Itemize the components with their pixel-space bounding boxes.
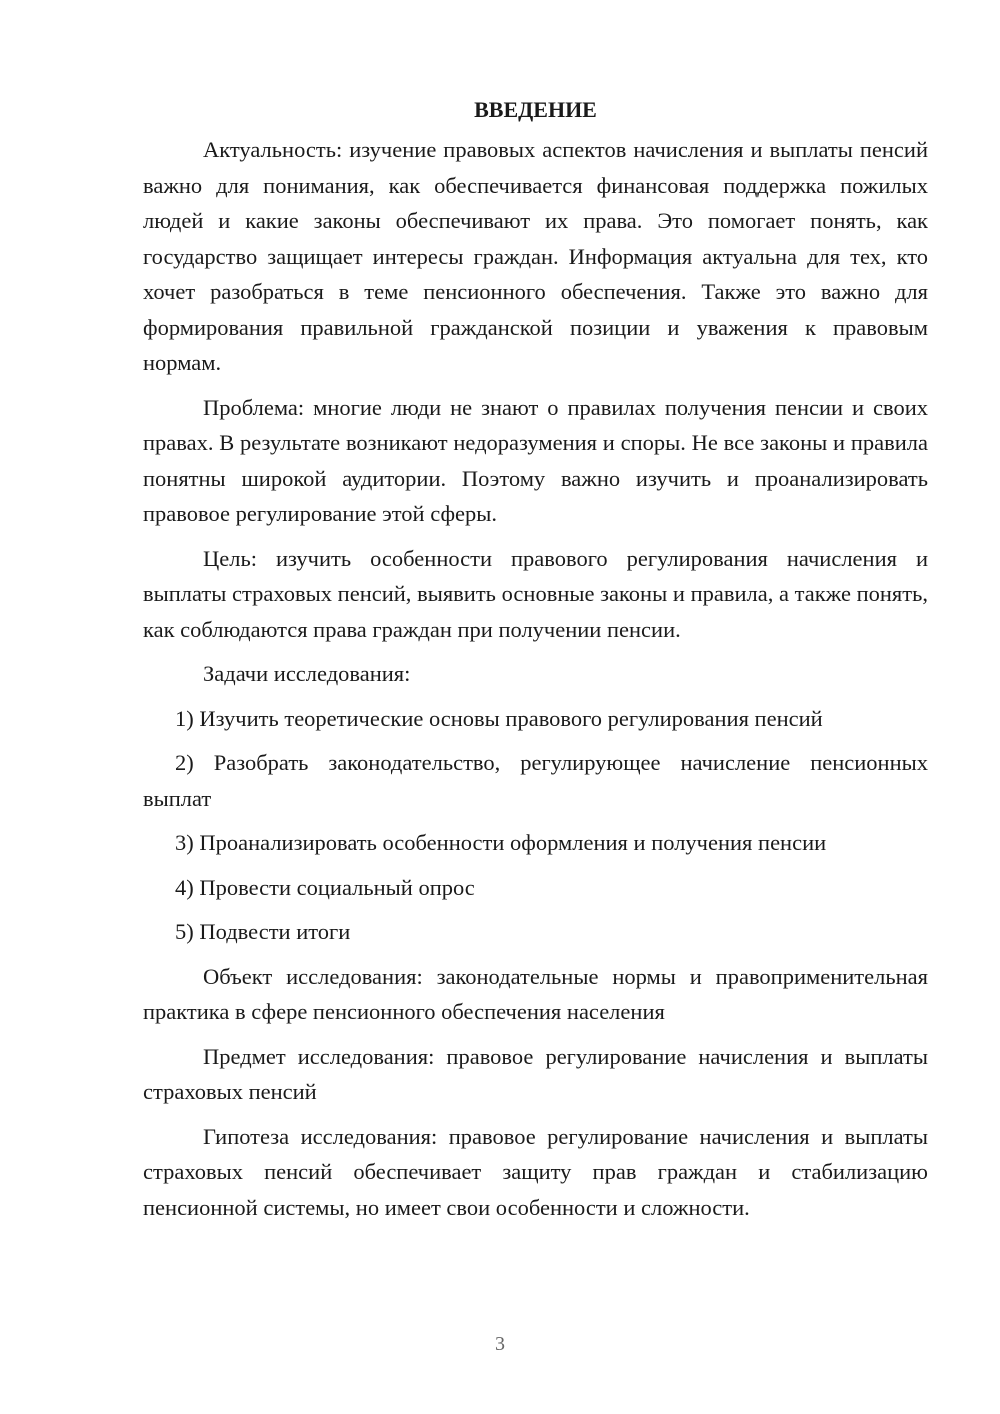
paragraph-subject: Предмет исследования: правовое регулирование начисления и выплаты страховых пенсий [143, 1043, 928, 1104]
paragraph-tasks-heading: Задачи исследования: [203, 661, 411, 686]
page-number: 3 [495, 1333, 505, 1355]
document-page [143, 92, 928, 1225]
task-item-4: 4) Провести социальный опрос [175, 874, 475, 900]
task-item-2: 2) Разобрать законодательство, регулирующее начисление пенсионных выплат [143, 750, 928, 811]
task-item-1: 1) Изучить теоретические основы правового регулирования пенсий [175, 705, 823, 731]
paragraph-goal: Цель: изучить особенности правового регулирования начисления и выплаты страховых пенсий, выявить основные законы и правила, а также понять, как соблюдаются права граждан при получении пенсии. [143, 545, 928, 642]
paragraph-relevance: Актуальность: изучение правовых аспектов начисления и выплаты пенсий важно для понимания, как обеспечивается финансовая поддержка пожилых людей и какие законы обеспечивают их права. Это помогает понять, как государство защищает интересы граждан. Информация актуальна для тех, кто хочет разобраться в теме пенсионного обеспечения. Также это важно для формирования правильной гражданской позиции и уважения к правовым нормам. [143, 137, 928, 375]
task-item-5: 5) Подвести итоги [175, 919, 351, 944]
section-title: ВВЕДЕНИЕ [474, 97, 597, 122]
paragraph-problem: Проблема: многие люди не знают о правилах получения пенсии и своих правах. В результате возникают недоразумения и споры. Не все законы и правила понятны широкой аудитории. Поэтому важно изучить и проанализировать правовое регулирование этой сферы. [143, 394, 928, 526]
task-item-3: 3) Проанализировать особенности оформления и получения пенсии [175, 830, 827, 855]
paragraph-hypothesis: Гипотеза исследования: правовое регулирование начисления и выплаты страховых пенсий обеспечивает защиту прав граждан и стабилизацию пенсионной системы, но имеет свои особенности и сложности. [143, 1123, 928, 1220]
paragraph-object: Объект исследования: законодательные нормы и правоприменительная практика в сфере пенсионного обеспечения населения [143, 963, 928, 1024]
